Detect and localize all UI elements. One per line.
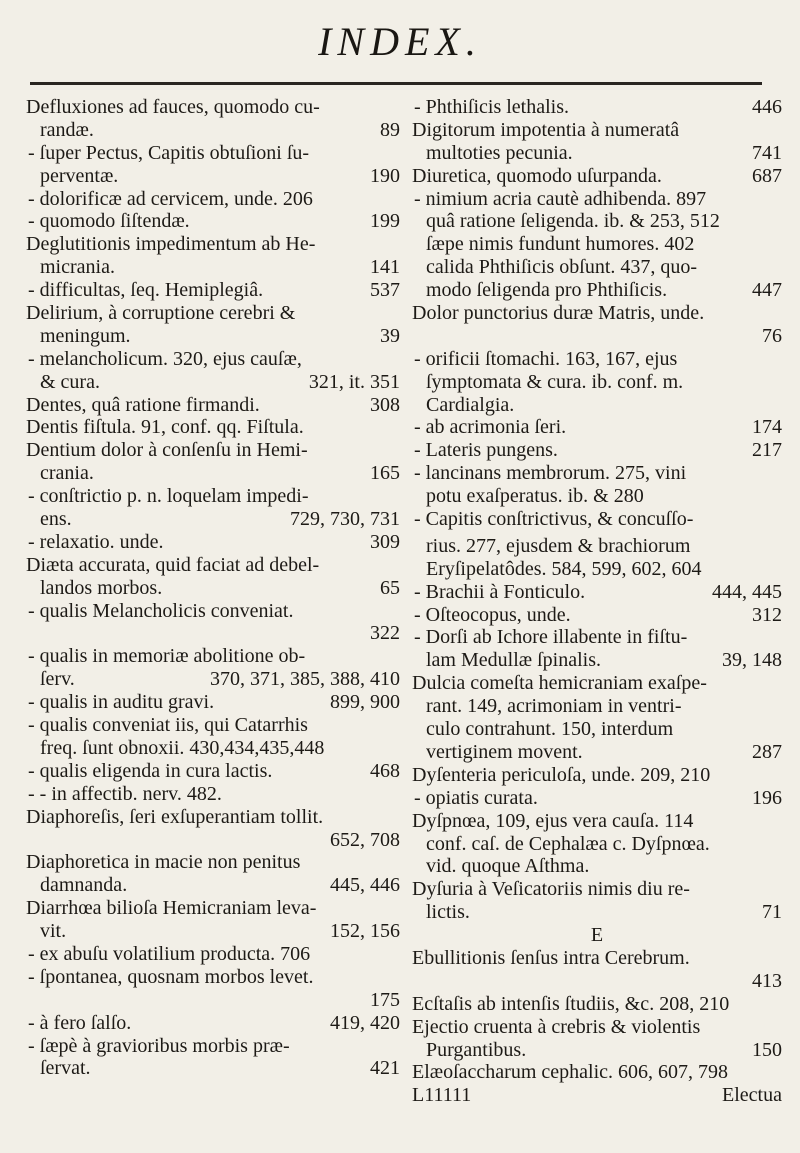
index-entry-text: Ejectio cruenta à crebris & violentis — [412, 1015, 701, 1038]
index-entry-line — [412, 256, 782, 279]
index-page-ref: 537 — [370, 279, 400, 302]
index-entry-text: rius. 277, ejusdem & brachiorum — [426, 534, 691, 557]
index-entry-text: Diarrhœa bilioſa Hemicraniam leva- — [26, 897, 317, 920]
index-entry-text: - difficultas, ſeq. Hemiplegiâ. — [28, 279, 264, 302]
index-entry-text: - melancholicum. 320, ejus cauſæ, — [28, 347, 302, 370]
index-entry-text: E — [590, 924, 604, 947]
index-entry-text: conf. caſ. de Cephalæa c. Dyſpnœa. — [426, 832, 710, 855]
index-entry-text: - Capitis conſtrictivus, & concuſſo- — [414, 508, 694, 531]
index-entry-line — [412, 626, 782, 649]
index-entry-line — [412, 142, 782, 165]
index-entry-line — [412, 119, 782, 142]
index-entry-line — [26, 554, 400, 577]
index-page-ref: 322 — [370, 622, 400, 645]
index-entry-line — [26, 233, 400, 256]
index-entry-text: - relaxatio. unde. — [28, 530, 164, 553]
index-entry-text: Dentium dolor à conſenſu in Hemi- — [26, 439, 308, 462]
index-entry-text: - quomodo ſiſtendæ. — [28, 210, 190, 233]
index-page-ref: 447 — [752, 279, 782, 302]
page-title: INDEX. — [318, 19, 482, 64]
index-entry-text: - qualis Melancholicis conveniat. — [28, 599, 294, 622]
index-entry-text: - qualis in auditu gravi. — [28, 691, 215, 714]
index-page-ref: 312 — [752, 603, 782, 626]
index-page-ref: 141 — [370, 256, 400, 279]
index-entry-text: micrania. — [40, 256, 115, 279]
index-entry-text: - - in affectib. nerv. 482. — [28, 782, 222, 805]
index-entry-text: - ab acrimonia ſeri. — [414, 416, 567, 439]
index-entry-line — [412, 210, 782, 233]
index-entry-line — [26, 165, 400, 188]
index-entry-line — [412, 558, 782, 581]
index-entry-line — [412, 485, 782, 508]
index-entry-line — [412, 993, 782, 1016]
index-entry-text: - ſuper Pectus, Capitis obtuſioni ſu- — [28, 141, 310, 164]
index-entry-line — [26, 577, 400, 600]
index-entry-text: calida Phthiſicis obſunt. 437, quo- — [426, 256, 698, 279]
index-entry-text: randæ. — [40, 118, 94, 141]
index-entry-line — [26, 348, 400, 371]
index-page-ref: 71 — [762, 901, 782, 924]
index-entry-text: ſervat. — [40, 1057, 91, 1080]
index-entry-line — [412, 165, 782, 188]
index-entry-text: Digitorum impotentia à numeratâ — [412, 118, 680, 141]
index-entry-text: - Phthiſicis lethalis. — [414, 96, 569, 118]
index-entry-text: Ebullitionis ſenſus intra Cerebrum. — [412, 946, 690, 969]
index-entry-text: - lancinans membrorum. 275, vini — [414, 462, 687, 485]
index-entry-text: Eryſipelatôdes. 584, 599, 602, 604 — [426, 557, 702, 580]
index-entry-text: - Brachii à Fonticulo. — [414, 580, 586, 603]
index-entry-text: meningum. — [40, 324, 131, 347]
index-entry-line — [26, 508, 400, 531]
index-page-ref: 287 — [752, 740, 782, 763]
index-entry-line — [412, 649, 782, 672]
index-page-ref: 741 — [752, 141, 782, 164]
index-column-right — [412, 96, 782, 1107]
index-entry-line — [26, 943, 400, 966]
index-entry-line — [412, 394, 782, 417]
index-entry-text: crania. — [40, 462, 94, 485]
index-entry-line — [26, 989, 400, 1012]
index-entry-line — [26, 829, 400, 852]
index-page-ref: 39 — [380, 324, 400, 347]
index-entry-text: - Dorſi ab Ichore illabente in fiſtu- — [414, 626, 688, 649]
index-column-left — [26, 96, 400, 1080]
index-entry-line — [26, 256, 400, 279]
index-entry-text: Dyſpnœa, 109, ejus vera cauſa. 114 — [412, 809, 694, 832]
index-page-ref: 165 — [370, 462, 400, 485]
index-entry-text: Dentis fiſtula. 91, conf. qq. Fiſtula. — [26, 416, 304, 439]
index-page-ref: 446 — [752, 96, 782, 118]
index-entry-line — [412, 1084, 782, 1107]
index-page-ref: 76 — [762, 324, 782, 347]
index-entry-line — [412, 924, 782, 947]
index-page-ref: 729, 730, 731 — [290, 508, 400, 531]
index-entry-line — [412, 947, 782, 970]
index-entry-text: - qualis eligenda in cura lactis. — [28, 759, 273, 782]
index-entry-line — [26, 325, 400, 348]
index-entry-text: Purgantibus. — [426, 1038, 527, 1061]
index-entry-line — [26, 279, 400, 302]
header-rule — [30, 82, 762, 85]
index-entry-line — [412, 741, 782, 764]
index-entry-text: - dolorificæ ad cervicem, unde. 206 — [28, 187, 313, 210]
page-header — [0, 0, 800, 88]
index-page-ref: Electua — [722, 1084, 782, 1107]
index-entry-text: Deglutitionis impedimentum ab He- — [26, 233, 316, 256]
index-entry-line — [412, 233, 782, 256]
index-page-ref: 196 — [752, 786, 782, 809]
index-entry-line — [26, 439, 400, 462]
index-entry-line — [412, 764, 782, 787]
index-entry-text: Dentes, quâ ratione firmandi. — [26, 393, 260, 416]
index-entry-line — [412, 535, 782, 558]
index-entry-line — [26, 302, 400, 325]
index-entry-text: ſymptomata & cura. ib. conf. m. — [426, 370, 684, 393]
index-entry-text: Delirium, à corruptione cerebri & — [26, 302, 296, 325]
index-page-ref: 308 — [370, 393, 400, 416]
index-entry-line — [412, 901, 782, 924]
index-entry-line — [412, 279, 782, 302]
index-entry-line — [26, 851, 400, 874]
index-entry-text: - Lateris pungens. — [414, 439, 558, 462]
index-page-ref: 652, 708 — [330, 828, 400, 851]
index-entry-text: Diæta accurata, quid faciat ad debel- — [26, 553, 320, 576]
index-entry-line — [412, 787, 782, 810]
index-entry-line — [26, 691, 400, 714]
index-entry-text: potu exaſperatus. ib. & 280 — [426, 485, 644, 508]
index-page-ref: 421 — [370, 1057, 400, 1080]
index-entry-line — [412, 371, 782, 394]
index-entry-line — [26, 737, 400, 760]
index-entry-line — [26, 806, 400, 829]
index-page-ref: 370, 371, 385, 388, 410 — [210, 668, 400, 691]
index-page-ref: 444, 445 — [712, 580, 782, 603]
index-entry-line — [26, 1012, 400, 1035]
index-entry-text: - qualis conveniat iis, qui Catarrhis — [28, 714, 308, 737]
index-entry-text: - ſpontanea, quosnam morbos levet. — [28, 965, 314, 988]
index-entry-line — [26, 462, 400, 485]
index-entry-line — [26, 920, 400, 943]
index-entry-text: landos morbos. — [40, 576, 163, 599]
index-entry-text: rant. 149, acrimoniam in ventri- — [426, 695, 682, 718]
index-entry-text: quâ ratione ſeligenda. ib. & 253, 512 — [426, 210, 720, 233]
index-entry-line — [26, 142, 400, 165]
index-entry-line — [412, 302, 782, 325]
index-entry-line — [26, 760, 400, 783]
index-page-ref: 174 — [752, 416, 782, 439]
index-entry-line — [412, 416, 782, 439]
index-entry-text: - orificii ſtomachi. 163, 167, ejus — [414, 347, 678, 370]
index-page-ref: 89 — [380, 118, 400, 141]
index-entry-text: Diuretica, quomodo uſurpanda. — [412, 164, 662, 187]
index-entry-line — [412, 188, 782, 211]
index-entry-line — [26, 210, 400, 233]
index-entry-text: - nimium acria cautè adhibenda. 897 — [414, 187, 707, 210]
index-entry-text: Diaphoretica in macie non penitus — [26, 851, 301, 874]
index-entry-line — [26, 416, 400, 439]
index-entry-line — [26, 394, 400, 417]
index-page-ref: 687 — [752, 164, 782, 187]
index-entry-line — [412, 508, 782, 531]
index-entry-line — [412, 581, 782, 604]
index-entry-line — [26, 600, 400, 623]
index-entry-line — [26, 714, 400, 737]
index-entry-text: - à fero ſalſo. — [28, 1011, 132, 1034]
index-entry-text: Dolor punctorius duræ Matris, unde. — [412, 302, 705, 325]
index-entry-text: Cardialgia. — [426, 393, 515, 416]
index-entry-text: Dyſuria à Veſicatoriis nimis diu re- — [412, 878, 690, 901]
index-entry-text: vid. quoque Aſthma. — [426, 855, 590, 878]
index-entry-text: ens. — [40, 508, 72, 531]
index-entry-text: L11111 — [412, 1084, 472, 1107]
index-entry-text: culo contrahunt. 150, interdum — [426, 718, 674, 741]
index-entry-text: multoties pecunia. — [426, 141, 573, 164]
index-page-ref: 199 — [370, 210, 400, 233]
index-entry-line — [26, 897, 400, 920]
index-entry-line — [26, 96, 400, 119]
index-page-ref: 309 — [370, 530, 400, 553]
index-entry-text: Elæoſaccharum cephalic. 606, 607, 798 — [412, 1061, 729, 1084]
index-entry-line — [26, 874, 400, 897]
index-entry-line — [412, 810, 782, 833]
index-entry-line — [412, 695, 782, 718]
index-entry-line — [412, 833, 782, 856]
index-page-ref: 419, 420 — [330, 1011, 400, 1034]
index-page-ref: 39, 148 — [722, 649, 782, 672]
index-page-ref: 321, it. 351 — [308, 370, 400, 393]
index-entry-line — [412, 718, 782, 741]
index-entry-text: vertiginem movent. — [426, 740, 583, 763]
index-page-ref: 217 — [752, 439, 782, 462]
index-page-ref: 899, 900 — [330, 691, 400, 714]
index-page-ref: 65 — [380, 576, 400, 599]
index-entry-line — [26, 485, 400, 508]
index-entry-text: vit. — [40, 920, 67, 943]
index-entry-line — [26, 1035, 400, 1058]
index-entry-text: - ex abuſu volatilium producta. 706 — [28, 942, 311, 965]
index-page-ref: 150 — [752, 1038, 782, 1061]
index-page-ref: 152, 156 — [330, 920, 400, 943]
index-entry-line — [26, 1057, 400, 1080]
index-entry-line — [26, 966, 400, 989]
index-entry-text: Dulcia comeſta hemicraniam exaſpe- — [412, 672, 707, 695]
index-entry-line — [26, 119, 400, 142]
index-entry-text: Defluxiones ad fauces, quomodo cu- — [26, 96, 320, 118]
index-entry-text: lam Medullæ ſpinalis. — [426, 649, 601, 672]
index-entry-line — [412, 462, 782, 485]
index-entry-line — [26, 783, 400, 806]
index-entry-text: - ſæpè à gravioribus morbis præ- — [28, 1034, 290, 1057]
index-entry-line — [26, 188, 400, 211]
index-entry-text: - opiatis curata. — [414, 786, 538, 809]
index-entry-text: - qualis in memoriæ abolitione ob- — [28, 645, 306, 668]
index-page-ref: 445, 446 — [330, 874, 400, 897]
index-entry-text: lictis. — [426, 901, 470, 924]
index-entry-text: ſæpe nimis fundunt humores. 402 — [426, 233, 695, 256]
index-page-ref: 190 — [370, 164, 400, 187]
index-entry-text: - Oſteocopus, unde. — [414, 603, 571, 626]
index-entry-line — [412, 325, 782, 348]
index-entry-line — [26, 531, 400, 554]
index-page-ref: 468 — [370, 759, 400, 782]
index-entry-text: damnanda. — [40, 874, 128, 897]
index-entry-line — [26, 668, 400, 691]
index-entry-line — [412, 348, 782, 371]
index-entry-text: ſerv. — [40, 668, 75, 691]
index-entry-line — [412, 439, 782, 462]
index-entry-text: - conſtrictio p. n. loquelam impedi- — [28, 485, 309, 508]
index-entry-text: Ecſtaſis ab intenſis ſtudiis, &c. 208, 210 — [412, 992, 730, 1015]
index-entry-line — [412, 855, 782, 878]
index-entry-text: & cura. — [40, 370, 100, 393]
index-entry-line — [26, 645, 400, 668]
index-entry-line — [412, 672, 782, 695]
index-page-ref: 175 — [370, 988, 400, 1011]
index-entry-text: modo ſeligenda pro Phthiſicis. — [426, 279, 668, 302]
index-entry-line — [26, 622, 400, 645]
index-entry-line — [412, 604, 782, 627]
index-entry-line — [412, 878, 782, 901]
index-entry-line — [412, 96, 782, 119]
index-entry-text: Diaphoreſis, ſeri exſuperantiam tollit. — [26, 805, 324, 828]
index-entry-line — [412, 1039, 782, 1062]
index-entry-line — [26, 371, 400, 394]
index-entry-text: freq. ſunt obnoxii. 430,434,435,448 — [40, 736, 325, 759]
index-entry-text: Dyſenteria periculoſa, unde. 209, 210 — [412, 763, 711, 786]
index-entry-line — [412, 1061, 782, 1084]
index-page-ref: 413 — [752, 969, 782, 992]
index-entry-line — [412, 970, 782, 993]
index-entry-line — [412, 1016, 782, 1039]
index-entry-text: perventæ. — [40, 164, 119, 187]
